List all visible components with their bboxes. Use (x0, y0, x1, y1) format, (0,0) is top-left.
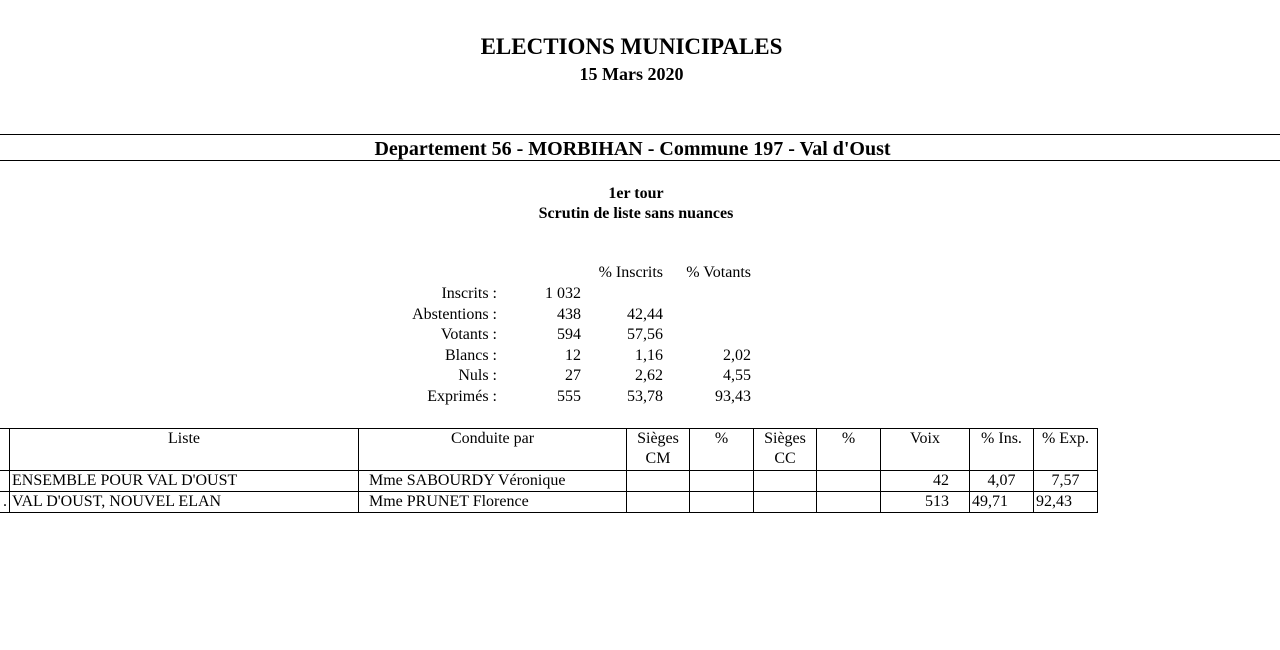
stat-label: Inscrits : (441, 285, 497, 302)
ballot-type: Scrutin de liste sans nuances (538, 205, 734, 222)
col-header-liste: Liste (10, 429, 359, 471)
stat-pct-inscrits: 1,16 (635, 346, 663, 364)
col-header-pct-ins: % Ins. (970, 429, 1034, 471)
stat-value: 555 (557, 387, 581, 405)
stat-pct-votants: 4,55 (723, 367, 751, 384)
divider-top (0, 134, 1280, 135)
results-table (0, 428, 1098, 513)
col-header-voix: Voix (881, 429, 970, 471)
table-row (0, 471, 1098, 492)
cell-number (0, 471, 10, 492)
stat-pct-inscrits: 57,56 (627, 326, 663, 343)
cell-pct-cc (817, 492, 881, 513)
col-header-conduite: Conduite par (359, 429, 627, 471)
cell-liste: VAL D'OUST, NOUVEL ELAN (10, 492, 359, 513)
page-title: ELECTIONS MUNICIPALES (480, 34, 783, 59)
cell-pct-ins: 4,07 (970, 471, 1034, 492)
stat-value: 1 032 (545, 285, 581, 302)
divider-bottom (0, 160, 1280, 161)
col-header-pct-inscrits: % Inscrits (598, 264, 663, 281)
col-header-sieges-cm (627, 429, 690, 471)
cell-voix: 42 (881, 471, 970, 492)
round-label: 1er tour (608, 185, 664, 202)
col-header-pct-votants: % Votants (686, 264, 751, 281)
stat-label: Blancs : (445, 346, 497, 364)
location-heading: Departement 56 - MORBIHAN - Commune 197 - Val d'Oust (374, 138, 891, 160)
stat-pct-votants: 2,02 (723, 346, 751, 364)
cell-liste: ENSEMBLE POUR VAL D'OUST (10, 471, 359, 492)
cell-voix: 513 (881, 492, 970, 513)
cell-pct-ins: 49,71 (970, 492, 1034, 513)
election-date: 15 Mars 2020 (579, 64, 684, 84)
cell-pct-exp: 92,43 (1034, 492, 1098, 513)
stat-label: Nuls : (458, 367, 497, 384)
col-header-sieges-cm-line2: CM (645, 450, 671, 467)
cell-pct-cm (690, 471, 754, 492)
stat-label: Abstentions : (412, 305, 497, 323)
cell-pct-cm (690, 492, 754, 513)
col-header-sieges-cc (754, 429, 817, 471)
cell-sieges-cc (754, 492, 817, 513)
table-header-row (0, 429, 1098, 471)
stat-label: Votants : (440, 326, 497, 343)
stat-pct-inscrits: 42,44 (627, 305, 663, 323)
stat-value: 12 (565, 346, 581, 364)
table-row (0, 492, 1098, 513)
cell-conduite: Mme PRUNET Florence (359, 492, 627, 513)
col-header-pct-cm: % (690, 429, 754, 471)
stat-value: 594 (557, 326, 581, 343)
col-header-pct-exp: % Exp. (1034, 429, 1098, 471)
col-header-pct-cc: % (817, 429, 881, 471)
cell-conduite: Mme SABOURDY Véronique (359, 471, 627, 492)
cell-sieges-cc (754, 471, 817, 492)
col-header-sieges-cc-line1: Sièges (764, 430, 806, 447)
col-header-number (0, 429, 10, 471)
stat-value: 438 (557, 305, 581, 323)
stat-pct-votants: 93,43 (715, 387, 751, 405)
col-header-sieges-cm-line1: Sièges (637, 430, 679, 447)
stat-pct-inscrits: 53,78 (627, 387, 663, 405)
col-header-sieges-cc-line2: CC (774, 450, 796, 467)
cell-pct-exp: 7,57 (1034, 471, 1098, 492)
cell-sieges-cm (627, 471, 690, 492)
cell-sieges-cm (627, 492, 690, 513)
stat-label: Exprimés : (427, 387, 497, 405)
cell-number: . (0, 492, 10, 513)
stat-value: 27 (565, 367, 581, 384)
cell-pct-cc (817, 471, 881, 492)
stat-pct-inscrits: 2,62 (635, 367, 663, 384)
